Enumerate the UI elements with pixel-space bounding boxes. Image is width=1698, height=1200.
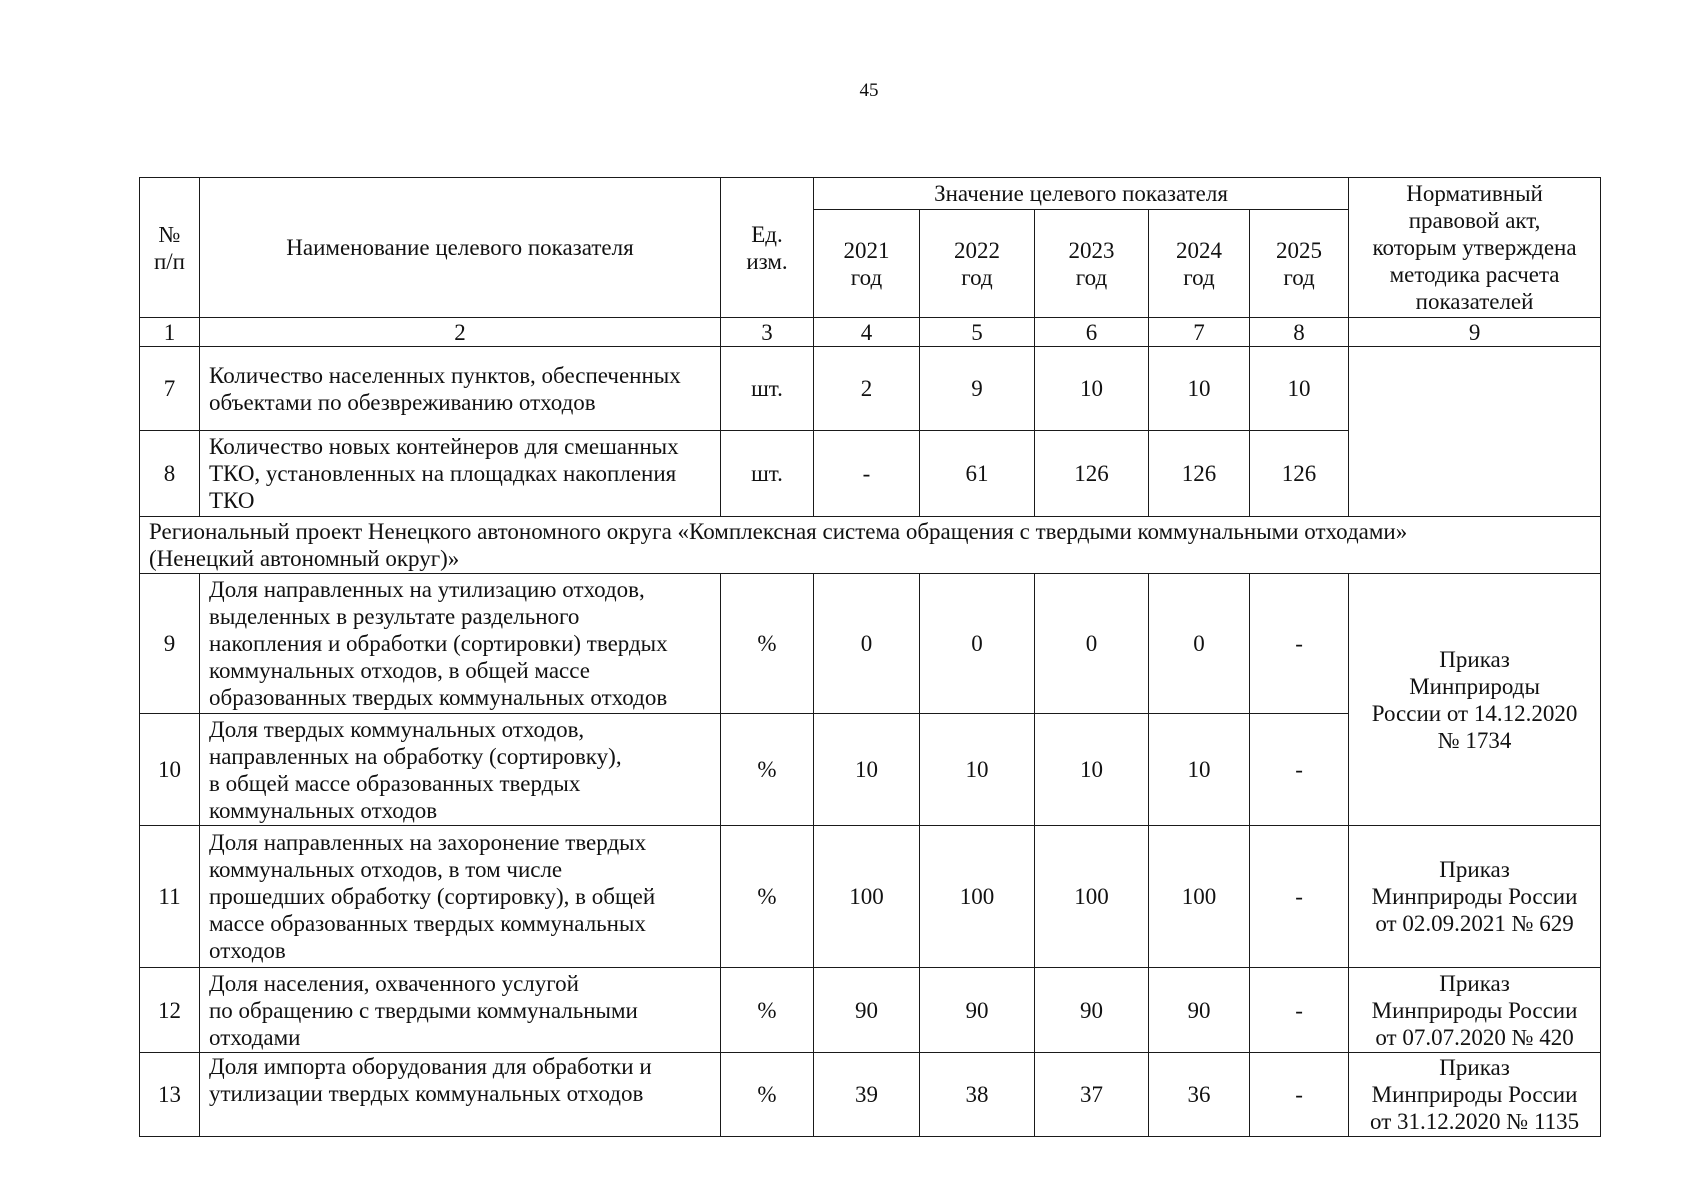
row-value-2021: 2 (814, 347, 920, 431)
row-unit: % (721, 574, 814, 714)
row-value-2023: 10 (1035, 347, 1149, 431)
row-unit: шт. (721, 431, 814, 517)
column-numbers-row (140, 318, 1601, 347)
row-num: 10 (140, 714, 200, 826)
header-year-2021: 2021 год (814, 210, 920, 318)
row-value-2024: 10 (1149, 714, 1250, 826)
row-unit: % (721, 826, 814, 968)
row-value-2025: - (1250, 1053, 1349, 1137)
row-value-2022: 0 (920, 574, 1035, 714)
row-value-2024: 0 (1149, 574, 1250, 714)
row-value-2022: 9 (920, 347, 1035, 431)
colnum-9: 9 (1349, 318, 1601, 347)
row-act-9-10: Приказ Минприроды России от 14.12.2020 № 1734 (1349, 574, 1601, 826)
row-value-2024: 100 (1149, 826, 1250, 968)
colnum-8: 8 (1250, 318, 1349, 347)
row-value-2025: - (1250, 968, 1349, 1053)
row-value-2021: 10 (814, 714, 920, 826)
row-value-2021: 39 (814, 1053, 920, 1137)
header-unit: Ед. изм. (721, 178, 814, 318)
header-values-group: Значение целевого показателя (814, 178, 1349, 210)
row-value-2022: 90 (920, 968, 1035, 1053)
section-title: Региональный проект Ненецкого автономного округа «Комплексная система обращения с твердыми коммунальными отходами» (Ненецкий автономный округ)» (140, 517, 1601, 574)
row-value-2021: 90 (814, 968, 920, 1053)
row-value-2023: 100 (1035, 826, 1149, 968)
row-value-2025: - (1250, 714, 1349, 826)
row-value-2023: 0 (1035, 574, 1149, 714)
colnum-6: 6 (1035, 318, 1149, 347)
row-unit: % (721, 1053, 814, 1137)
row-value-2022: 38 (920, 1053, 1035, 1137)
header-year-2022: 2022 год (920, 210, 1035, 318)
row-name: Доля населения, охваченного услугой по обращению с твердыми коммунальными отходами (200, 968, 721, 1053)
header-year-2025: 2025 год (1250, 210, 1349, 318)
row-value-2023: 90 (1035, 968, 1149, 1053)
row-value-2023: 37 (1035, 1053, 1149, 1137)
table-row-7 (140, 347, 1601, 431)
row-value-2025: 10 (1250, 347, 1349, 431)
row-name: Количество населенных пунктов, обеспеченных объектами по обезвреживанию отходов (200, 347, 721, 431)
colnum-1: 1 (140, 318, 200, 347)
row-value-2024: 90 (1149, 968, 1250, 1053)
page-number: 45 (859, 80, 879, 101)
header-name: Наименование целевого показателя (200, 178, 721, 318)
colnum-5: 5 (920, 318, 1035, 347)
row-value-2022: 10 (920, 714, 1035, 826)
header-year-2023: 2023 год (1035, 210, 1149, 318)
row-value-2022: 100 (920, 826, 1035, 968)
row-act-empty (1349, 347, 1601, 517)
row-num: 11 (140, 826, 200, 968)
table-row-13 (140, 1053, 1601, 1137)
row-name: Доля направленных на захоронение твердых коммунальных отходов, в том числе прошедших обработку (сортировку), в общей массе образованных твердых коммунальных отходов (200, 826, 721, 968)
row-value-2024: 126 (1149, 431, 1250, 517)
header-num: № п/п (140, 178, 200, 318)
row-value-2021: 0 (814, 574, 920, 714)
row-name: Количество новых контейнеров для смешанных ТКО, установленных на площадках накопления ТКО (200, 431, 721, 517)
row-name: Доля твердых коммунальных отходов, направленных на обработку (сортировку), в общей массе образованных твердых коммунальных отходов (200, 714, 721, 826)
row-value-2025: - (1250, 574, 1349, 714)
header-row-1 (140, 178, 1601, 210)
row-value-2021: - (814, 431, 920, 517)
row-act: Приказ Минприроды России от 31.12.2020 № 1135 (1349, 1053, 1601, 1137)
row-value-2025: - (1250, 826, 1349, 968)
colnum-4: 4 (814, 318, 920, 347)
section-row (140, 517, 1601, 574)
row-value-2024: 36 (1149, 1053, 1250, 1137)
row-value-2023: 126 (1035, 431, 1149, 517)
colnum-7: 7 (1149, 318, 1250, 347)
row-value-2024: 10 (1149, 347, 1250, 431)
row-num: 13 (140, 1053, 200, 1137)
header-act: Нормативный правовой акт, которым утверждена методика расчета показателей (1349, 178, 1601, 318)
target-indicators-table (139, 177, 1601, 1137)
row-value-2022: 61 (920, 431, 1035, 517)
row-act: Приказ Минприроды России от 02.09.2021 № 629 (1349, 826, 1601, 968)
row-value-2021: 100 (814, 826, 920, 968)
colnum-3: 3 (721, 318, 814, 347)
row-value-2025: 126 (1250, 431, 1349, 517)
row-unit: шт. (721, 347, 814, 431)
table-row-11 (140, 826, 1601, 968)
row-num: 9 (140, 574, 200, 714)
row-num: 7 (140, 347, 200, 431)
row-unit: % (721, 968, 814, 1053)
colnum-2: 2 (200, 318, 721, 347)
row-act: Приказ Минприроды России от 07.07.2020 № 420 (1349, 968, 1601, 1053)
row-value-2023: 10 (1035, 714, 1149, 826)
row-name: Доля импорта оборудования для обработки и утилизации твердых коммунальных отходов (200, 1053, 721, 1137)
table-row-9 (140, 574, 1601, 714)
row-num: 12 (140, 968, 200, 1053)
table-row-12 (140, 968, 1601, 1053)
header-year-2024: 2024 год (1149, 210, 1250, 318)
row-unit: % (721, 714, 814, 826)
row-name: Доля направленных на утилизацию отходов, выделенных в результате раздельного накопления и обработки (сортировки) твердых коммунальных отходов, в общей массе образованных твердых коммунальных отходов (200, 574, 721, 714)
row-num: 8 (140, 431, 200, 517)
